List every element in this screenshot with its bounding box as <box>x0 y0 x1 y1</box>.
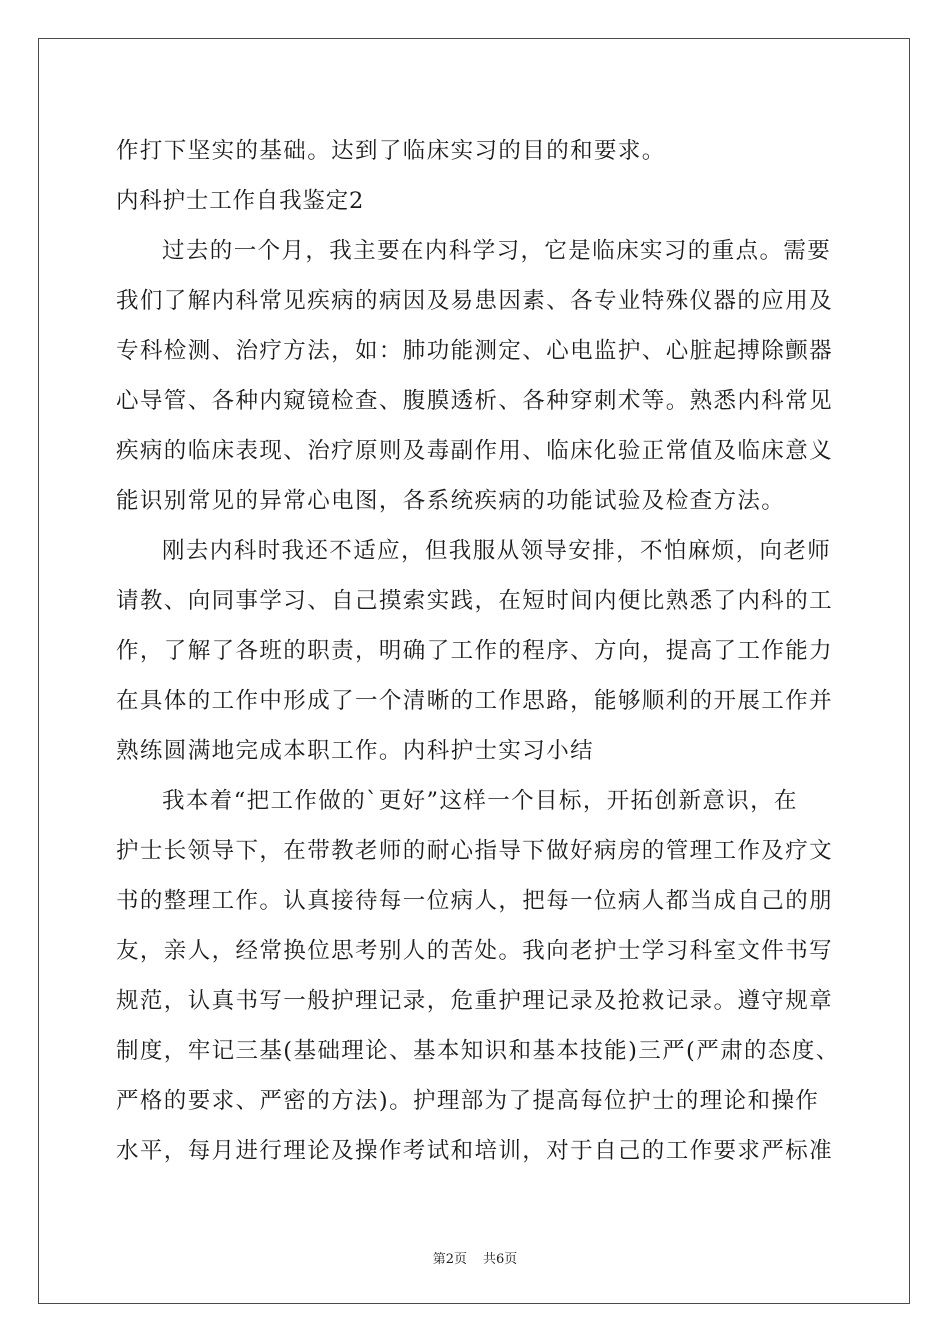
paragraph-first-line: 过去的一个月，我主要在内科学习，它是临床实习的重点。需要 <box>162 238 832 264</box>
text-line: 心导管、各种内窥镜检查、腹膜透析、各种穿刺术等。熟悉内科常见 <box>116 388 834 414</box>
text-line: 护士长领导下，在带教老师的耐心指导下做好病房的管理工作及疗文 <box>116 838 834 864</box>
text-line: 我们了解内科常见疾病的病因及易患因素、各专业特殊仪器的应用及 <box>116 288 834 314</box>
page-number: 第2页 <box>432 1252 467 1267</box>
text-line: 规范，认真书写一般护理记录，危重护理记录及抢救记录。遵守规章 <box>116 988 834 1014</box>
text-line: 能识别常见的异常心电图，各系统疾病的功能试验及检查方法。 <box>116 488 786 514</box>
text-line: 书的整理工作。认真接待每一位病人，把每一位病人都当成自己的朋 <box>116 888 834 914</box>
page-footer <box>0 1248 950 1267</box>
text-line: 疾病的临床表现、治疗原则及毒副作用、临床化验正常值及临床意义 <box>116 438 834 464</box>
text-line: 熟练圆满地完成本职工作。内科护士实习小结 <box>116 738 595 764</box>
text-line: 友，亲人，经常换位思考别人的苦处。我向老护士学习科室文件书写 <box>116 938 834 964</box>
text-line: 专科检测、治疗方法，如：肺功能测定、心电监护、心脏起搏除颤器 <box>116 338 834 364</box>
text-line: 在具体的工作中形成了一个清晰的工作思路，能够顺利的开展工作并 <box>116 688 834 714</box>
text-line: 水平，每月进行理论及操作考试和培训，对于自己的工作要求严标准 <box>116 1138 834 1164</box>
text-line: 作打下坚实的基础。达到了临床实习的目的和要求。 <box>116 138 666 164</box>
text-line: 严格的要求、严密的方法)。护理部为了提高每位护士的理论和操作 <box>116 1088 820 1114</box>
text-line: 请教、向同事学习、自己摸索实践，在短时间内便比熟悉了内科的工 <box>116 588 834 614</box>
text-line: 作，了解了各班的职责，明确了工作的程序、方向，提高了工作能力 <box>116 638 834 664</box>
text-line: 制度，牢记三基(基础理论、基本知识和基本技能)三严(严肃的态度、 <box>116 1038 840 1064</box>
paragraph-first-line: 我本着“把工作做的`更好”这样一个目标，开拓创新意识，在 <box>162 788 798 814</box>
paragraph-first-line: 刚去内科时我还不适应，但我服从领导安排，不怕麻烦，向老师 <box>162 538 832 564</box>
document-body <box>116 126 840 1176</box>
section-heading: 内科护士工作自我鉴定2 <box>116 188 365 214</box>
page-total: 共6页 <box>483 1252 518 1267</box>
